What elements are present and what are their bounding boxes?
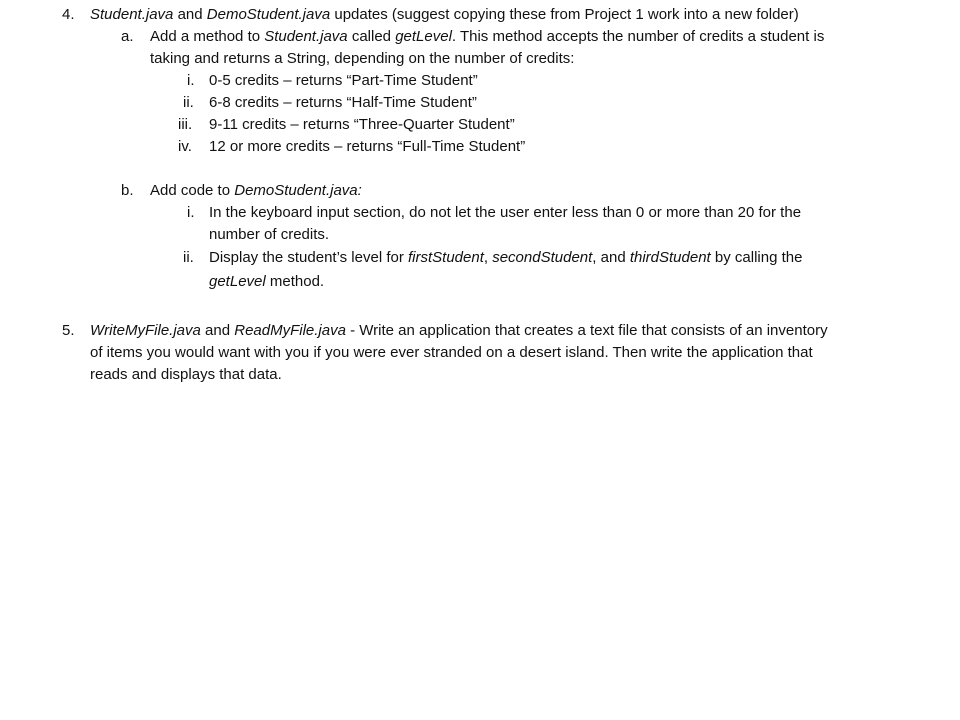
item-4b-ii-text-end: method. bbox=[265, 273, 325, 290]
item-5-and: and bbox=[200, 322, 235, 339]
item-5-line-2: of items you would want with you if you were ever stranded on a desert island. Then write the application that bbox=[90, 344, 813, 361]
item-5-line-1 bbox=[90, 320, 828, 342]
level-item-marker: i. bbox=[187, 72, 195, 89]
item-4a-marker: a. bbox=[121, 28, 134, 45]
demostudent-java-ref: DemoStudent.java: bbox=[234, 182, 362, 199]
level-item-marker: iii. bbox=[178, 116, 193, 133]
heading-rest: updates (suggest copying these from Project 1 work into a new folder) bbox=[330, 6, 799, 23]
item-4-marker: 4. bbox=[62, 6, 75, 23]
writemyfile-java-filename: WriteMyFile.java bbox=[90, 322, 201, 339]
item-4b-i-line-1: In the keyboard input section, do not let the user enter less than 0 or more than 20 for the bbox=[209, 204, 802, 221]
item-4b-i-line-2: number of credits. bbox=[209, 226, 330, 243]
item-4b-ii-text-post: by calling the bbox=[710, 249, 803, 266]
item-4b-marker: b. bbox=[121, 182, 134, 199]
item-4a-text-pre: Add a method to bbox=[150, 28, 265, 45]
level-item-full-time: 12 or more credits – returns “Full-Time Student” bbox=[209, 138, 526, 155]
item-4b-text-pre: Add code to bbox=[150, 182, 235, 199]
item-4b-ii-line-1 bbox=[209, 247, 802, 269]
item-4a-line-1 bbox=[150, 26, 824, 48]
item-4a-text-mid: called bbox=[347, 28, 396, 45]
demostudent-java-filename: DemoStudent.java bbox=[206, 6, 331, 23]
item-5-line-3: reads and displays that data. bbox=[90, 366, 282, 383]
item-4b-i-marker: i. bbox=[187, 204, 195, 221]
item-4a-line-2: taking and returns a String, depending on the number of credits: bbox=[150, 50, 575, 67]
student-java-ref: Student.java bbox=[264, 28, 348, 45]
getlevel-method-ref: getLevel bbox=[395, 28, 452, 45]
item-5-line-1-rest: - Write an application that creates a text file that consists of an inventory bbox=[345, 322, 828, 339]
item-4b-ii-line-2 bbox=[209, 271, 324, 293]
firststudent-ref: firstStudent bbox=[408, 249, 484, 266]
item-4b-ii-sep-2: , and bbox=[592, 249, 630, 266]
item-4b-ii-text-pre: Display the student’s level for bbox=[209, 249, 408, 266]
level-item-marker: iv. bbox=[178, 138, 192, 155]
level-item-part-time: 0-5 credits – returns “Part-Time Student” bbox=[209, 72, 478, 89]
item-4b-ii-sep-1: , bbox=[483, 249, 493, 266]
item-4b-heading bbox=[150, 180, 362, 202]
level-item-three-quarter: 9-11 credits – returns “Three-Quarter Student” bbox=[209, 116, 515, 133]
getlevel-method-ref-2: getLevel bbox=[209, 273, 266, 290]
item-4a-text-post: . This method accepts the number of credits a student is bbox=[451, 28, 825, 45]
thirdstudent-ref: thirdStudent bbox=[629, 249, 711, 266]
item-5-marker: 5. bbox=[62, 322, 75, 339]
item-4b-ii-marker: ii. bbox=[183, 249, 194, 266]
student-java-filename: Student.java bbox=[90, 6, 174, 23]
heading-and: and bbox=[173, 6, 207, 23]
level-item-half-time: 6-8 credits – returns “Half-Time Student” bbox=[209, 94, 477, 111]
item-4-heading bbox=[90, 4, 799, 26]
readmyfile-java-filename: ReadMyFile.java bbox=[234, 322, 346, 339]
secondstudent-ref: secondStudent bbox=[492, 249, 593, 266]
level-item-marker: ii. bbox=[183, 94, 194, 111]
